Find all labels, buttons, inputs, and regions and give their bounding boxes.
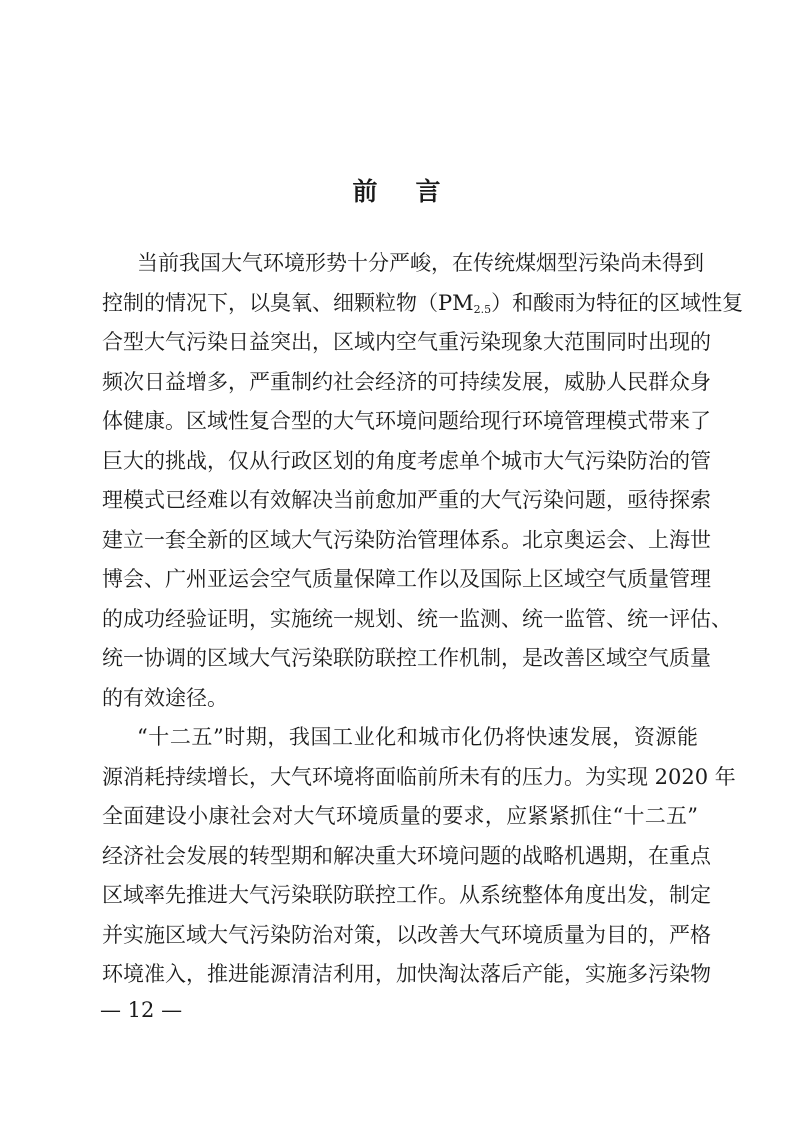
text-line: 区域率先推进大气污染联防联控工作。从系统整体角度出发，制定: [102, 883, 711, 907]
text-line: 全面建设小康社会对大气环境质量的要求，应紧紧抓住“十二五”: [102, 804, 698, 828]
paragraph-2: [102, 718, 736, 995]
text-line: 并实施区域大气污染防治对策，以改善大气环境质量为目的，严格: [102, 922, 711, 947]
text-line: “十二五”时期，我国工业化和城市化仍将快速发展，资源能: [137, 725, 698, 749]
title-char: 前: [352, 177, 378, 206]
title-char: 言: [415, 177, 441, 206]
text-line: [102, 284, 744, 324]
text-line: 经济社会发展的转型期和解决重大环境问题的战略机遇期，在重点: [102, 843, 711, 868]
text-line: 的成功经验证明，实施统一规划、统一监测、统一监管、统一评估、: [102, 606, 732, 631]
page-title: [0, 172, 793, 208]
text-line: 的有效途径。: [102, 685, 228, 710]
paragraph-1: [102, 244, 744, 718]
text-segment: ）和酸雨为特征的区域性复: [491, 290, 744, 315]
page-number: — 12 —: [100, 998, 183, 1022]
text-line: 频次日益增多，严重制约社会经济的可持续发展，威胁人民群众身: [102, 369, 711, 394]
text-line: 当前我国大气环境形势十分严峻，在传统煤烟型污染尚未得到: [137, 251, 704, 275]
subscript: 2.5: [473, 302, 492, 316]
text-line: 建立一套全新的区域大气污染防治管理体系。北京奥运会、上海世: [102, 527, 711, 552]
text-line: 合型大气污染日益突出，区域内空气重污染现象大范围同时出现的: [102, 330, 711, 354]
text-segment: 控制的情况下，以臭氧、细颗粒物（PM: [102, 290, 474, 315]
text-line: 巨大的挑战，仅从行政区划的角度考虑单个城市大气污染防治的管: [102, 448, 711, 473]
text-line: 博会、广州亚运会空气质量保障工作以及国际上区域空气质量管理: [102, 567, 711, 591]
text-line: 理模式已经难以有效解决当前愈加严重的大气污染问题，亟待探索: [102, 488, 711, 512]
text-line: 体健康。区域性复合型的大气环境问题给现行环境管理模式带来了: [102, 409, 711, 433]
document-body: [102, 244, 744, 995]
text-line: 统一协调的区域大气污染联防联控工作机制，是改善区域空气质量: [102, 646, 711, 670]
text-line: 环境准入，推进能源清洁利用，加快淘汰落后产能，实施多污染物: [102, 962, 711, 986]
text-line: 源消耗持续增长，大气环境将面临前所未有的压力。为实现 2020 年: [102, 764, 736, 789]
